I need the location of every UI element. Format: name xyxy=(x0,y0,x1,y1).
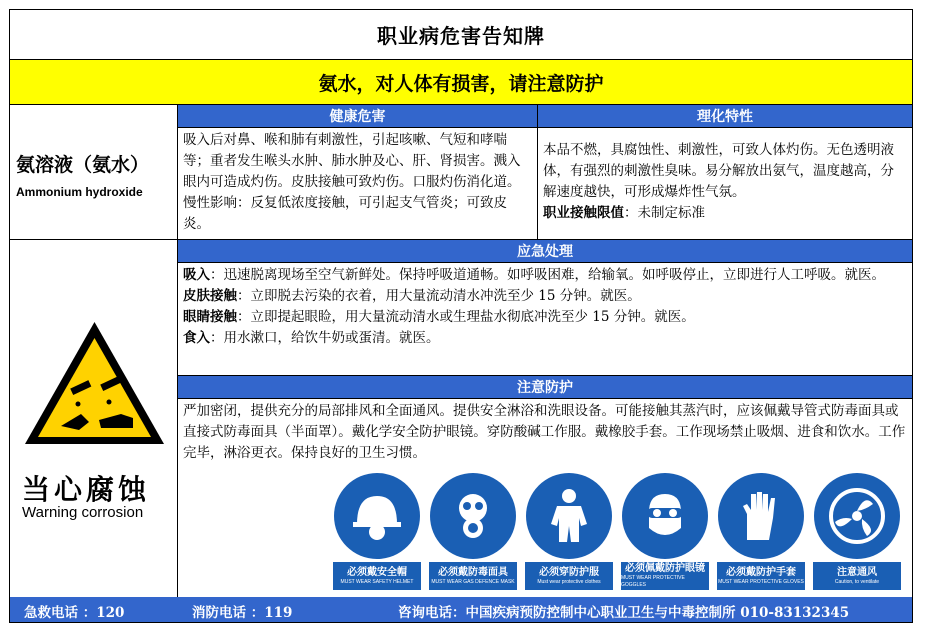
emergency-label-ingestion: 食入 xyxy=(183,330,210,346)
footer-bar xyxy=(10,597,912,622)
safety-helmet-icon xyxy=(345,484,409,548)
substance-name-en: Ammonium hydroxide xyxy=(16,185,143,199)
pictogram-row xyxy=(332,473,902,591)
board-title: 职业病危害告知牌 xyxy=(10,10,912,60)
emergency-label-skin: 皮肤接触 xyxy=(183,288,237,304)
substance-name-cell xyxy=(10,105,178,240)
notice-board xyxy=(9,9,913,623)
pictogram-goggles-en: MUST WEAR PROTECTIVE GOGGLES xyxy=(621,575,685,588)
warning-sign-cn: 当心腐蚀 xyxy=(22,473,151,506)
pictogram-clothes-en: Must wear protective clothes xyxy=(537,578,601,585)
footer-fire-phone: 消防电话 ：119 xyxy=(192,605,293,621)
protection-text: 严加密闭，提供充分的局部排风和全面通风。提供安全淋浴和洗眼设备。可能接触其蒸汽时，应该佩戴导管式防毒面具或直接式防毒面具（半面罩）。戴化学安全防护眼镜。穿防酸碱工作服。戴橡胶手套。工作现场禁止吸烟、进食和饮水。工作完毕，淋浴更衣。保持良好的卫生习惯。 xyxy=(183,403,906,461)
pictogram-helmet-en: MUST WEAR SAFETY HELMET xyxy=(340,578,414,585)
protective-gloves-icon xyxy=(729,484,793,548)
protection-header: 注意防护 xyxy=(178,375,912,399)
pictogram-goggles xyxy=(620,473,710,591)
protective-clothes-icon xyxy=(537,484,601,548)
emergency-label-eyes: 眼睛接触 xyxy=(183,309,237,325)
footer-emergency-phone: 急救电话 ：120 xyxy=(24,605,125,621)
properties-text: 本品不燃，具腐蚀性、刺激性，可致人体灼伤。无色透明液体，有强烈的刺激性臭味。易分解放出氨气，温度越高，分解速度越快，可形成爆炸性气氛。 xyxy=(543,142,894,200)
gas-mask-icon xyxy=(441,484,505,548)
pictogram-helmet xyxy=(332,473,422,591)
properties-cell xyxy=(538,128,912,240)
health-hazard-header: 健康危害 xyxy=(178,105,537,128)
substance-name-cn: 氨溶液（氨水） xyxy=(16,154,150,176)
pictogram-gloves-cn: 必须戴防护手套 xyxy=(726,566,796,578)
properties-header: 理化特性 xyxy=(538,105,912,128)
protective-goggles-icon xyxy=(633,484,697,548)
emergency-text-eyes: ：立即提起眼睑，用大量流动清水或生理盐水彻底冲洗至少 15 分钟。就医。 xyxy=(237,309,695,325)
warning-banner: 氨水，对人体有损害，请注意防护 xyxy=(10,60,912,105)
emergency-text xyxy=(178,263,912,375)
pictogram-ventilation xyxy=(812,473,902,591)
pictogram-ventilation-cn: 注意通风 xyxy=(837,566,877,578)
pictogram-clothes xyxy=(524,473,614,591)
pictogram-clothes-cn: 必须穿防护服 xyxy=(539,566,599,578)
exposure-limit-value: ：未制定标准 xyxy=(624,205,705,221)
pictogram-gas-mask xyxy=(428,473,518,591)
pictogram-goggles-cn: 必须佩戴防护眼镜 xyxy=(625,563,705,574)
pictogram-gloves xyxy=(716,473,806,591)
health-hazard-text: 吸入后对鼻、喉和肺有刺激性，引起咳嗽、气短和哮喘等；重者发生喉头水肿、肺水肿及心、肝、肾损害。溅入眼内可造成灼伤。皮肤接触可致灼伤。口服灼伤消化道。慢性影响：反复低浓度接触，可引起支气管炎；可致皮炎。 xyxy=(178,128,537,240)
footer-consult-phone: 咨询电话：中国疾病预防控制中心职业卫生与中毒控制所 010-83132345 xyxy=(398,605,850,621)
pictogram-gas-mask-en: MUST WEAR GAS DEFENCE MASK xyxy=(431,578,515,585)
emergency-label-inhalation: 吸入 xyxy=(183,267,210,283)
exposure-limit-label: 职业接触限值 xyxy=(543,205,624,221)
emergency-text-ingestion: ：用水漱口，给饮牛奶或蛋清。就医。 xyxy=(210,330,440,346)
emergency-header: 应急处理 xyxy=(178,240,912,263)
ventilation-icon xyxy=(825,484,889,548)
pictogram-gas-mask-cn: 必须戴防毒面具 xyxy=(438,566,508,578)
pictogram-gloves-en: MUST WEAR PROTECTIVE GLOVES xyxy=(718,578,804,585)
corrosion-warning-icon xyxy=(21,318,168,448)
pictogram-ventilation-en: Caution, to ventilate xyxy=(834,578,880,585)
emergency-text-skin: ：立即脱去污染的衣着，用大量流动清水冲洗至少 15 分钟。就医。 xyxy=(237,288,641,304)
pictogram-helmet-cn: 必须戴安全帽 xyxy=(347,566,407,578)
warning-sign-cell xyxy=(10,240,178,597)
emergency-text-inhalation: ：迅速脱离现场至空气新鲜处。保持呼吸道通畅。如呼吸困难，给输氧。如呼吸停止，立即进行人工呼吸。就医。 xyxy=(210,267,885,283)
warning-sign-en: Warning corrosion xyxy=(22,504,144,521)
